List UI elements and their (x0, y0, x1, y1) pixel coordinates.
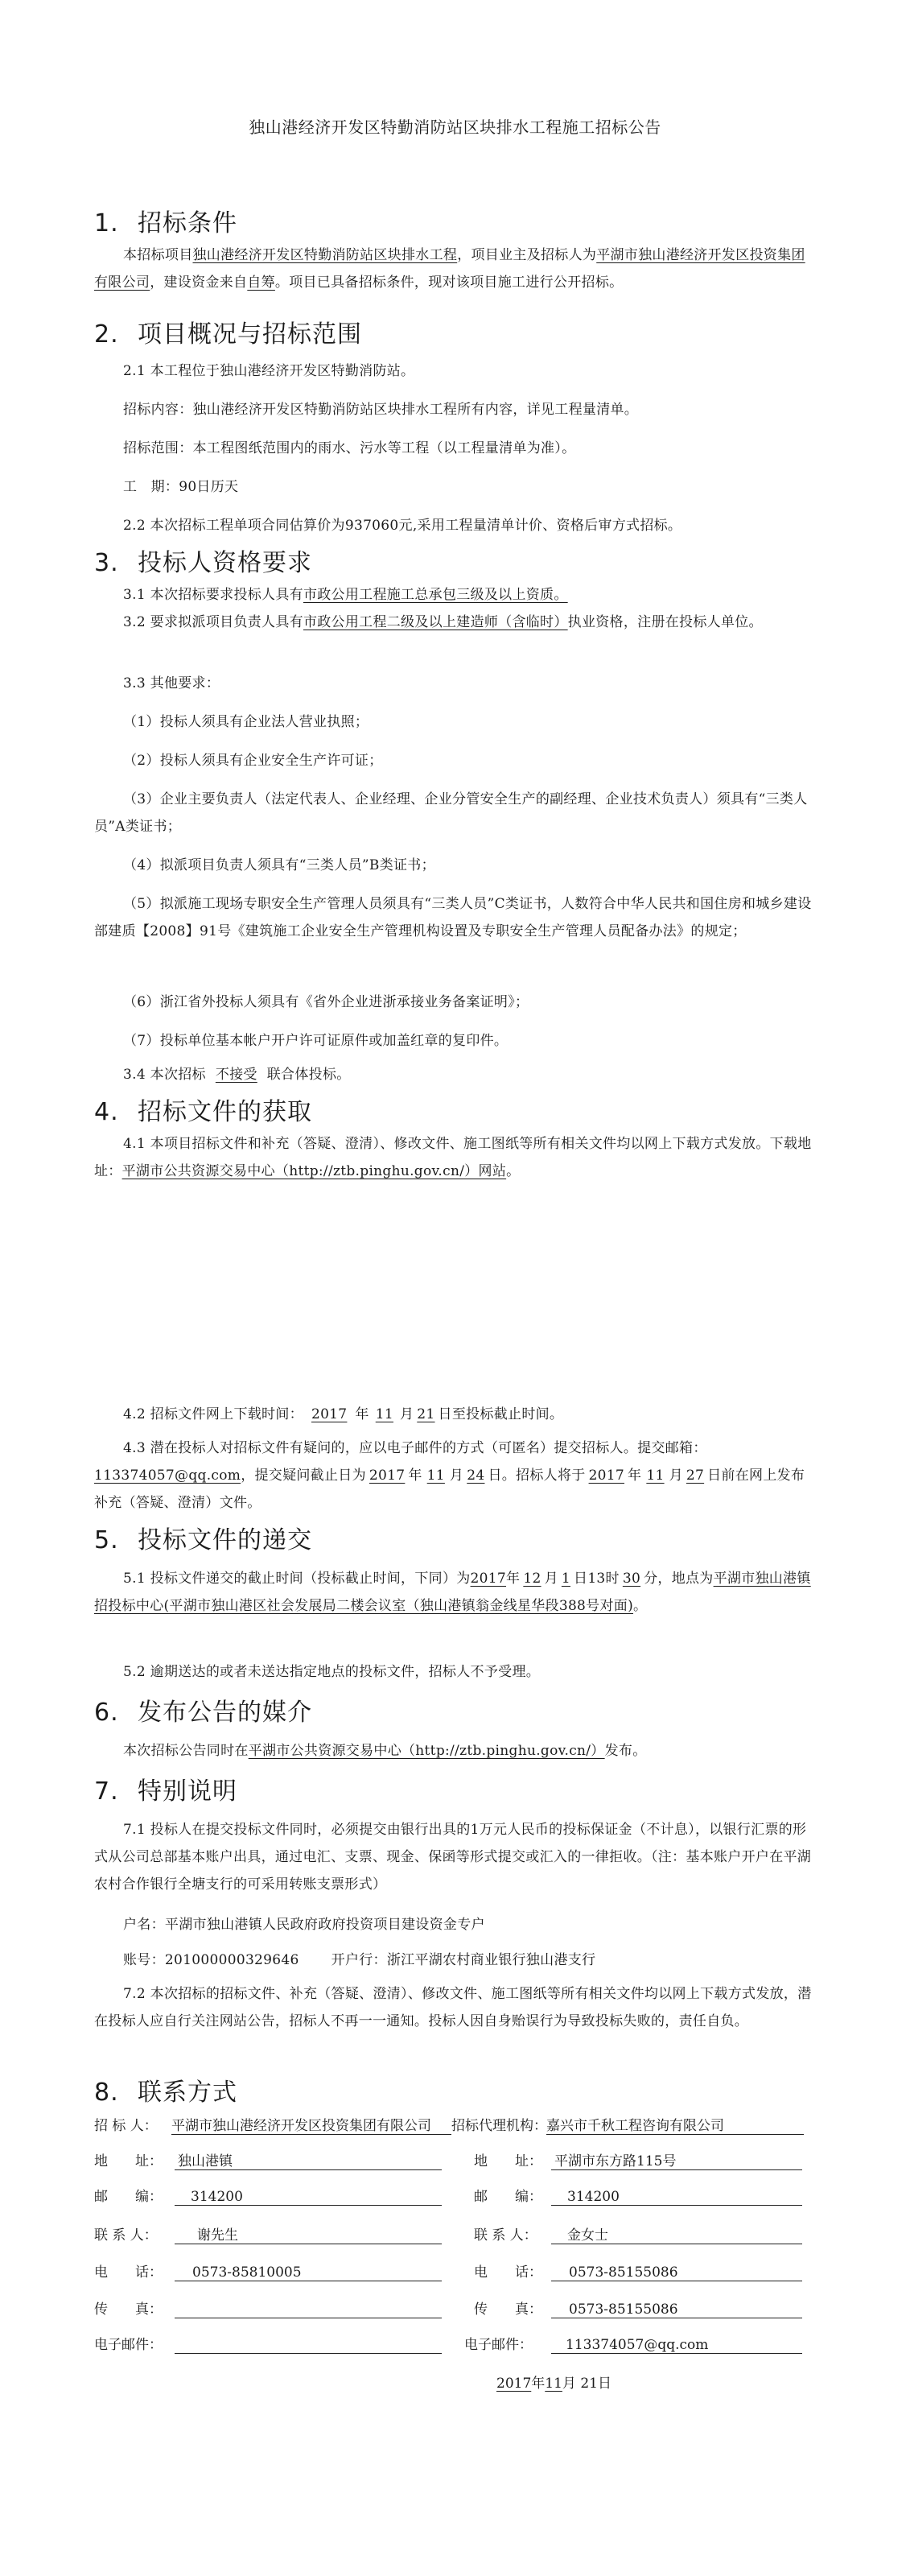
page-title: 独山港经济开发区特勤消防站区块排水工程施工招标公告 (249, 118, 661, 137)
section-number: 8. (94, 2079, 119, 2107)
section-number: 4. (94, 1098, 119, 1126)
text-run: 4.3 潜在投标人对招标文件有疑问的，应以电子邮件的方式（可匿名）提交招标人。提交邮箱： (123, 1440, 707, 1456)
contact-row (94, 2148, 818, 2175)
day-value: 21 (580, 2376, 598, 2392)
unit-text: 月 (449, 1468, 464, 1484)
contact-label: 邮 编： (94, 2189, 163, 2205)
section-number: 5. (94, 1526, 119, 1554)
month-value: 12 (523, 1571, 541, 1587)
unit-text: 年 (531, 2376, 546, 2392)
section-2-heading (94, 314, 362, 349)
text-run: ，项目业主及招标人为 (457, 247, 597, 263)
contact-value: 0573-85810005 (192, 2264, 302, 2281)
year-value: 2017 (311, 1406, 348, 1422)
day-value: 24 (467, 1468, 485, 1484)
section-5-p1 (94, 1565, 818, 1620)
contact-value: 嘉兴市千秋工程咨询有限公司 (546, 2118, 724, 2134)
text-run: 日前在网上发布补充（答疑、澄清）文件。 (94, 1468, 805, 1511)
section-title: 招标文件的获取 (138, 1098, 312, 1126)
year-value: 2017 (588, 1468, 625, 1484)
unit-text: 月 (669, 1468, 683, 1484)
day-value: 27 (686, 1468, 705, 1484)
text-run: 日。招标人将于 (488, 1468, 586, 1484)
section-4-heading (94, 1092, 312, 1127)
text-run: 分，地点为 (644, 1571, 714, 1587)
section-3-p1 (94, 581, 818, 609)
section-title: 发布公告的媒介 (138, 1699, 312, 1727)
section-4-p2 (94, 1401, 818, 1428)
section-3-p7: （4）拟派项目负责人须具有“三类人员”B类证书； (123, 857, 435, 873)
section-number: 2. (94, 320, 119, 349)
section-title: 投标文件的递交 (138, 1526, 312, 1554)
contact-label: 传 真： (474, 2301, 542, 2318)
section-3-heading (94, 543, 312, 578)
section-4-p3 (94, 1435, 818, 1517)
underline (175, 2353, 442, 2354)
section-3-p10: （7）投标单位基本帐户开户许可证原件或加盖红章的复印件。 (123, 1033, 509, 1049)
publish-site-link[interactable]: 平湖市公共资源交易中心（http://ztb.pinghu.gov.cn/） (248, 1743, 605, 1759)
qualification: 市政公用工程施工总承包三级及以上资质。 (303, 587, 568, 603)
day-value: 21 (417, 1406, 435, 1422)
contact-value: 0573-85155086 (569, 2301, 678, 2318)
underline (551, 2353, 802, 2354)
section-number: 7. (94, 1777, 119, 1806)
contact-value: 314200 (567, 2189, 620, 2205)
section-2-p1: 2.1 本工程位于独山港经济开发区特勤消防站。 (123, 363, 415, 379)
owner-name: 平湖市独山港经济开发区投资集团有限公司 (94, 247, 805, 291)
text-run: 。项目已具备招标条件，现对该项目施工进行公开招标。 (274, 275, 624, 291)
download-site-link[interactable]: 平湖市公共资源交易中心（http://ztb.pinghu.gov.cn/）网站 (121, 1163, 507, 1179)
underline (546, 2134, 804, 2135)
section-number: 6. (94, 1699, 119, 1727)
section-title: 联系方式 (138, 2079, 237, 2107)
year-value: 2017 (369, 1468, 406, 1484)
section-title: 项目概况与招标范围 (138, 320, 362, 349)
section-number: 3. (94, 549, 119, 577)
text-run: 4.1 本项目招标文件和补充（答疑、澄清）、修改文件、施工图纸等所有相关文件均以网上下载方式发放。下载地址： (94, 1136, 812, 1179)
section-3-p2 (94, 609, 818, 636)
section-3-p8: （5）拟派施工现场专职安全生产管理人员须具有“三类人员”C类证书，人数符合中华人民共和国住房和城乡建设部建质【2008】91号《建筑施工企业安全生产管理机构设置及专职安全生产管理人员配备办法》的规定； (94, 896, 812, 939)
section-7-p4: 7.2 本次招标的招标文件、补充（答疑、澄清）、修改文件、施工图纸等所有相关文件均以网上下载方式发放，潜在投标人应自行关注网站公告，招标人不再一一通知。投标人因自身贻误行为导致投标失败的，责任自负。 (94, 1986, 812, 2029)
section-4-p1 (94, 1130, 818, 1185)
submission-location: 平湖市独山港镇招投标中心(平湖市独山港区社会发展局二楼会议室（独山港镇翁金线星华段388号对面) (94, 1571, 811, 1614)
contact-value: 314200 (191, 2189, 243, 2205)
section-3-p5: （2）投标人须具有企业安全生产许可证； (123, 753, 383, 769)
question-email: 113374057@qq.com (94, 1468, 241, 1484)
section-number: 1. (94, 209, 119, 237)
section-6-heading (94, 1692, 312, 1728)
contact-row (94, 2183, 818, 2211)
text-run: 3.4 本次招标 (123, 1067, 206, 1083)
section-8-heading (94, 2072, 237, 2107)
text-run: 3.2 要求拟派项目负责人具有 (123, 614, 303, 630)
text-run: 5.1 投标文件递交的截止时间（投标截止时间，下同）为 (123, 1571, 471, 1587)
underline (171, 2134, 451, 2135)
contact-label: 电 话： (474, 2264, 542, 2281)
month-value: 11 (375, 1406, 393, 1422)
year-value: 2017 (496, 2376, 532, 2392)
text-run: 本次招标公告同时在 (123, 1743, 249, 1759)
contact-label: 电 话： (94, 2264, 163, 2281)
contact-value: 谢先生 (197, 2227, 238, 2244)
section-3-p11 (94, 1061, 818, 1088)
section-3-p9: （6）浙江省外投标人须具有《省外企业进浙承接业务备案证明》； (123, 994, 529, 1010)
section-7-p1: 7.1 投标人在提交投标文件同时，必须提交由银行出具的1万元人民币的投标保证金（不计息），以银行汇票的形式从公司总部基本账户出具，通过电汇、支票、现金、保函等形式提交或汇入的一律拒收。（注：基本账户开户在平湖农村合作银行全塘支行的可采用转账支票形式） (94, 1822, 812, 1893)
unit-text: 年 (408, 1468, 422, 1484)
text-run: 日至投标截止时间。 (438, 1406, 564, 1422)
contact-label: 地 址： (474, 2153, 542, 2169)
contact-value: 平湖市独山港经济开发区投资集团有限公司 (171, 2118, 431, 2134)
contact-row (94, 2331, 818, 2359)
section-title: 投标人资格要求 (138, 549, 312, 577)
text-run: 3.1 本次招标要求投标人具有 (123, 587, 303, 603)
contact-row (94, 2259, 818, 2286)
unit-text: 日 (574, 1571, 588, 1587)
text-run: 。 (506, 1163, 521, 1179)
contact-label: 联 系 人： (474, 2227, 537, 2244)
contact-row (94, 2296, 818, 2323)
section-2-p4: 工 期：90日历天 (123, 479, 239, 495)
hour-value: 13 (587, 1571, 606, 1587)
contact-label: 电子邮件： (94, 2337, 163, 2353)
underline (175, 2205, 442, 2206)
contact-value: 独山港镇 (178, 2153, 233, 2169)
underline (175, 2169, 442, 2170)
contact-label: 地 址： (94, 2153, 163, 2169)
section-title: 招标条件 (138, 209, 237, 237)
unit-text: 时 (605, 1571, 620, 1587)
text-run: 。 (633, 1598, 648, 1614)
contact-label: 联 系 人： (94, 2227, 158, 2244)
text-run: ，提交疑问截止日为 (241, 1468, 366, 1484)
section-3-p6: （3）企业主要负责人（法定代表人、企业经理、企业分管安全生产的副经理、企业技术负责人）须具有“三类人员”A类证书； (94, 791, 808, 835)
underline (551, 2205, 802, 2206)
unit-text: 日 (597, 2376, 611, 2392)
text-run: 本招标项目 (123, 247, 193, 263)
fund-source: 自筹 (247, 275, 275, 291)
contact-value: 金女士 (567, 2227, 608, 2244)
contact-value: 0573-85155086 (569, 2264, 678, 2281)
section-7-p2: 户名：平湖市独山港镇人民政府政府投资项目建设资金专户 (123, 1917, 485, 1933)
contact-label: 传 真： (94, 2301, 163, 2318)
project-name: 独山港经济开发区特勤消防站区块排水工程 (192, 247, 458, 263)
joint-venture-flag: 不接受 (215, 1067, 257, 1083)
text-run: 4.2 招标文件网上下载时间： (123, 1406, 303, 1422)
section-1-paragraph (94, 242, 818, 296)
section-6-p1 (94, 1737, 818, 1765)
section-2-p2: 招标内容：独山港经济开发区特勤消防站区块排水工程所有内容，详见工程量清单。 (123, 402, 639, 418)
bank-name: 开户行：浙江平湖农村商业银行独山港支行 (331, 1952, 596, 1968)
text-run: 联合体投标。 (266, 1067, 351, 1083)
section-7-p3 (94, 1946, 818, 1974)
year-value: 2017 (470, 1571, 507, 1587)
unit-text: 月 (399, 1406, 414, 1422)
section-5-heading (94, 1520, 312, 1555)
text-run: 发布。 (604, 1743, 647, 1759)
section-title: 特别说明 (138, 1777, 237, 1806)
minute-value: 30 (622, 1571, 641, 1587)
unit-text: 月 (562, 2376, 576, 2392)
section-1-heading (94, 203, 237, 238)
contact-label: 电子邮件： (464, 2337, 533, 2353)
contact-label: 招 标 人： (94, 2118, 158, 2134)
manager-qualification: 市政公用工程二级及以上建造师（含临时） (303, 614, 568, 630)
contact-label: 招标代理机构： (451, 2118, 547, 2134)
day-value: 1 (561, 1571, 570, 1587)
notice-date (496, 2372, 611, 2392)
contact-row (94, 2222, 818, 2249)
unit-text: 月 (544, 1571, 558, 1587)
contact-value: 平湖市东方路115号 (554, 2153, 677, 2169)
section-2-p5: 2.2 本次招标工程单项合同估算价为937060元,采用工程量清单计价、资格后审方式招标。 (123, 518, 682, 534)
section-7-heading (94, 1771, 237, 1806)
month-value: 11 (646, 1468, 665, 1484)
unit-text: 年 (355, 1406, 369, 1422)
underline (551, 2169, 802, 2170)
section-2-p3: 招标范围：本工程图纸范围内的雨水、污水等工程（以工程量清单为准）。 (123, 440, 576, 456)
contact-label: 邮 编： (474, 2189, 542, 2205)
month-value: 11 (545, 2376, 562, 2392)
contact-row (94, 2112, 818, 2140)
unit-text: 年 (506, 1571, 521, 1587)
text-run: ，建设资金来自 (150, 275, 248, 291)
section-3-p3: 3.3 其他要求： (123, 675, 220, 691)
contact-value: 113374057@qq.com (566, 2337, 709, 2353)
section-3-p4: （1）投标人须具有企业法人营业执照； (123, 714, 369, 730)
account-number: 账号：201000000329646 (123, 1952, 299, 1968)
month-value: 11 (426, 1468, 445, 1484)
unit-text: 年 (628, 1468, 642, 1484)
text-run: 执业资格，注册在投标人单位。 (567, 614, 763, 630)
section-5-p2: 5.2 逾期送达的或者未送达指定地点的投标文件，招标人不予受理。 (123, 1664, 541, 1680)
